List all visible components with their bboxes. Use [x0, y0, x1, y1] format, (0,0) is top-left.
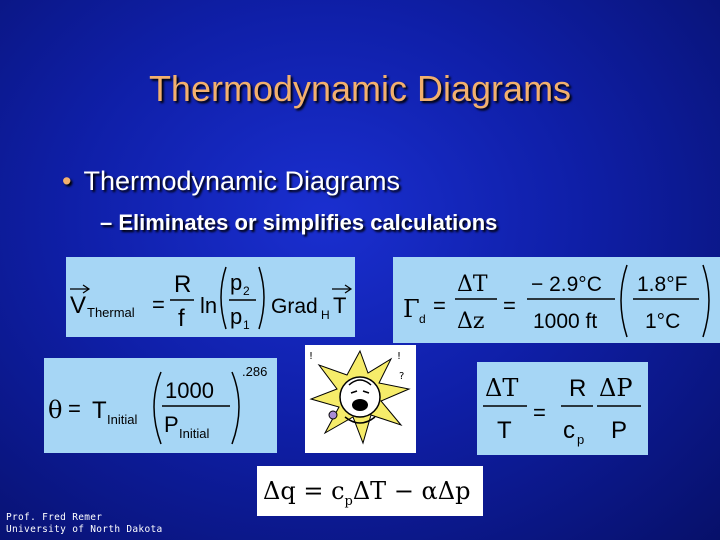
equals-sign: =	[533, 400, 546, 425]
lapse-num2: − 2.9°C	[531, 273, 602, 296]
thermal-grad-sub: H	[321, 308, 330, 322]
potential-temperature-equation	[44, 358, 277, 453]
svg-text:!: !	[397, 351, 402, 362]
author-name: Prof. Fred Remer	[6, 512, 103, 523]
ratio-num3: ΔP	[599, 374, 633, 402]
theta-den-sub: Initial	[179, 426, 210, 441]
bullet-item	[62, 166, 400, 197]
equals-sign: =	[503, 293, 516, 318]
thermal-v-var: V	[70, 292, 87, 319]
ratio-den2: c	[563, 417, 575, 444]
ratio-equation	[477, 362, 648, 455]
svg-text:!: !	[309, 351, 314, 362]
thermal-p1-sub: 1	[243, 318, 250, 332]
theta-symbol: θ	[48, 396, 63, 424]
first-law-sub: p	[344, 494, 353, 509]
thermal-ln: ln	[200, 293, 218, 318]
theta-exponent: .286	[242, 364, 268, 379]
first-law-lhs: Δq = c	[263, 477, 345, 505]
bullet-dot-icon: •	[62, 166, 72, 196]
thermal-p2-sub: 2	[243, 284, 250, 298]
thermal-f: f	[178, 305, 185, 332]
lapse-gamma: Γ	[403, 295, 420, 323]
lapse-num1: ΔT	[457, 272, 488, 297]
frustrated-student-cartoon	[305, 345, 416, 453]
slide-title: Thermodynamic Diagrams	[148, 68, 572, 109]
ratio-num2: R	[569, 375, 587, 402]
bullet-text: Thermodynamic Diagrams	[83, 166, 401, 196]
theta-t: T	[92, 397, 107, 424]
sub-bullet-item: – Eliminates or simplifies calculations	[100, 210, 498, 235]
lapse-rate-equation	[393, 257, 720, 343]
thermal-p1: p	[230, 304, 243, 329]
author-credit	[6, 512, 163, 536]
equals-sign: =	[68, 396, 81, 421]
lapse-num3: 1.8°F	[637, 273, 688, 296]
author-university: University of North Dakota	[6, 524, 163, 535]
theta-t-sub: Initial	[107, 412, 138, 427]
svg-text:Δq = cpΔT − αΔp	[263, 477, 470, 509]
theta-num: 1000	[165, 378, 214, 403]
ratio-den3: P	[611, 417, 628, 444]
first-law-equation	[257, 466, 483, 516]
lapse-gamma-sub: d	[419, 312, 426, 326]
first-law-rest: ΔT − αΔp	[352, 477, 471, 505]
svg-text:?: ?	[399, 371, 405, 382]
lapse-den3: 1°C	[645, 310, 681, 333]
thermal-grad-t: T	[333, 293, 347, 318]
thermal-p2: p	[230, 270, 243, 295]
thermal-grad: Grad	[271, 295, 318, 318]
equals-sign: =	[152, 292, 165, 317]
ratio-den1: T	[497, 417, 512, 444]
thermal-v-sub: Thermal	[87, 305, 135, 320]
ratio-num1: ΔT	[485, 374, 519, 402]
thermal-wind-equation	[66, 257, 355, 337]
thermal-r: R	[174, 271, 192, 298]
equals-sign: =	[433, 293, 446, 318]
theta-den: P	[164, 412, 179, 437]
lapse-den1: Δz	[457, 309, 485, 334]
ratio-den2-sub: p	[577, 432, 585, 447]
lapse-den2: 1000 ft	[533, 310, 598, 333]
